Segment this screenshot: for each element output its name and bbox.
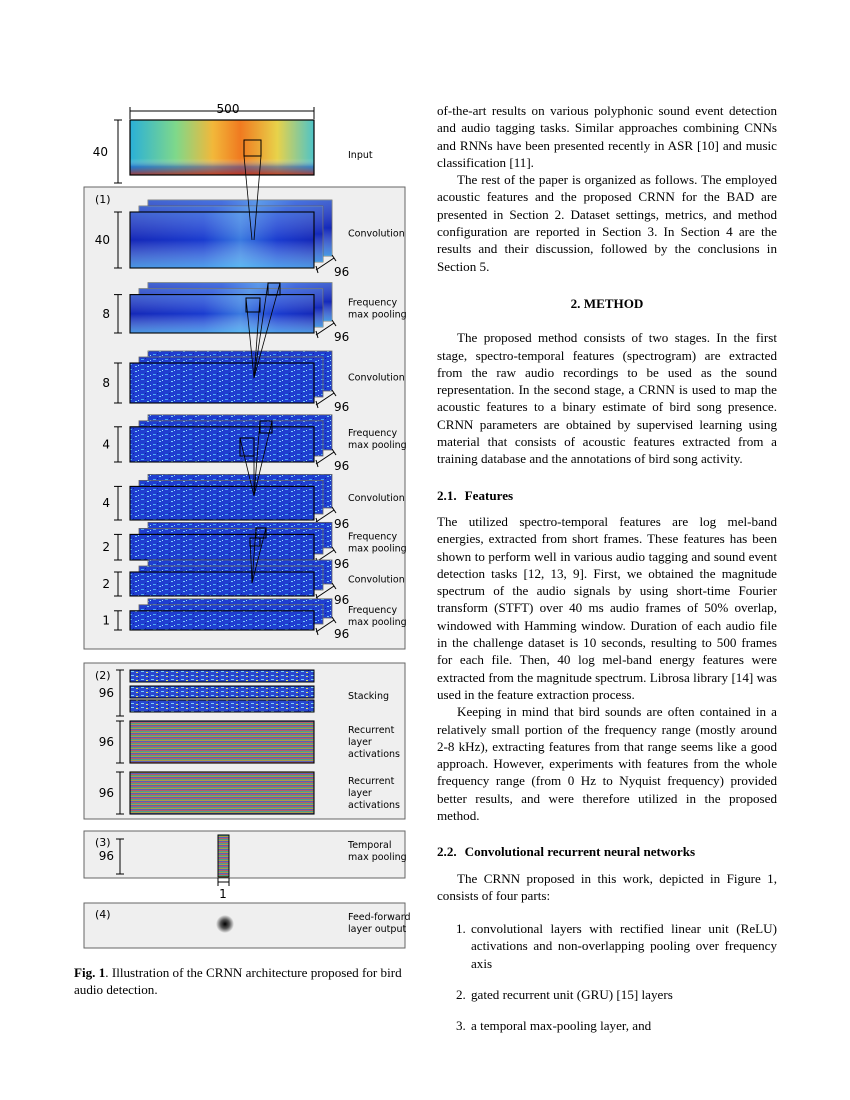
list-item — [437, 986, 777, 1003]
conv-height-label: 4 — [102, 437, 110, 452]
conv-depth-label: 96 — [334, 330, 350, 344]
output-neuron — [216, 915, 234, 933]
recurrent-label: activations — [348, 800, 400, 811]
section-marker-1: (1) — [95, 193, 111, 206]
conv-height-label: 2 — [102, 540, 110, 555]
recurrent-row — [99, 721, 400, 763]
feature-map — [130, 611, 314, 630]
conv-height-label: 8 — [102, 376, 110, 390]
recurrent-label: Stacking — [348, 691, 389, 702]
section-heading-method: 2. METHOD — [570, 295, 644, 311]
conv-depth-label: 96 — [334, 627, 350, 641]
subsection-title-crnn: Convolutional recurrent neural networks — [464, 844, 696, 860]
feature-map-shade — [130, 212, 314, 268]
section-marker-3: (3) — [95, 836, 111, 849]
recurrent-label: layer — [348, 737, 372, 748]
conv-layer-label: Frequency — [348, 297, 398, 309]
right-column — [437, 102, 777, 1035]
list-item-number: 3. — [456, 1018, 466, 1034]
list-item-text: gated recurrent unit (GRU) [15] layers — [471, 987, 673, 1003]
input-height-label: 40 — [92, 145, 108, 159]
list-item-text: convolutional layers with rectified linear unit (ReLU) activations and non-overlapping pooling over frequency axis — [471, 921, 777, 971]
conv-layer-label: Convolution — [348, 228, 405, 240]
feature-map — [130, 534, 314, 560]
crnn-parts-list — [437, 920, 777, 1034]
conv-depth-label: 96 — [334, 459, 350, 473]
conv-height-label: 8 — [102, 306, 110, 321]
recurrent-label: layer — [348, 788, 372, 799]
subsection-heading-features — [437, 487, 777, 504]
conv-height-label: 4 — [102, 496, 110, 511]
input-row — [93, 120, 373, 183]
subsection-number-crnn: 2.2. — [437, 844, 457, 860]
stacked-map — [130, 700, 314, 712]
temporal-label-line-2: max pooling — [348, 852, 407, 863]
recurrent-label: activations — [348, 749, 400, 760]
conv-depth-label: 96 — [334, 517, 350, 531]
output-label-line-2: layer output — [348, 924, 407, 935]
conv-depth-label: 96 — [334, 265, 350, 279]
feature-map — [130, 427, 314, 462]
conv-layer-label: Convolution — [348, 372, 405, 384]
method-paragraph: The proposed method consists of two stages. In the first stage, spectro-temporal features (spectrogram) are extracted from the raw audio recordings to be used as the sound representation. In the second stage, a CRNN is used to map the acoustic features to a binary estimate of bird song presence. CRNN parameters are obtained by supervised learning using material that consists of acoustic features extracted from a training database and the annotations of bird song activity. — [437, 330, 777, 467]
conv-height-label: 2 — [102, 577, 110, 591]
temporal-label-line-1: Temporal — [348, 840, 392, 851]
recurrent-height-label: 96 — [98, 686, 114, 700]
figure-caption — [74, 964, 419, 999]
section-marker-2: (2) — [95, 669, 111, 682]
width-dimension — [130, 102, 314, 119]
conv-height-label: 1 — [102, 613, 110, 628]
list-item-number: 2. — [456, 987, 466, 1003]
conv-layer-label: Convolution — [348, 493, 405, 505]
subsection-heading-crnn — [437, 843, 777, 860]
recurrent-activation-map — [130, 772, 314, 814]
subsection-title-features: Features — [464, 487, 514, 503]
list-item-text: a temporal max-pooling layer, and — [471, 1018, 652, 1034]
caption-text: . Illustration of the CRNN architecture proposed for bird audio detection. — [74, 965, 402, 998]
conv-layer-label: Convolution — [348, 574, 405, 586]
features-paragraph-1: The utilized spectro-temporal features are log mel-band energies, extracted from short frames. These features has been shown to perform well in various audio tagging and sound event detection tasks [12, 13, 9]. First, we obtained the magnitude spectrum of the audio signals by using short-time Fourier transform (STFT) over 40 ms audio frames of 50% overlap, windowed with Hamming window. Duration of each audio file in the challenge dataset is 10 seconds, resulting to 500 frames for each file. Then, 40 log mel-band energy features were extracted from the magnitude spectrum. Librosa library [14] was used in the feature extraction process. — [437, 513, 777, 702]
recurrent-row — [99, 772, 400, 814]
input-label: Input — [348, 150, 373, 161]
intro-paragraph-1: of-the-art results on various polyphonic sound event detection and audio tagging tasks. Similar approaches combining CNNs and RNNs have been presented recently in ASR [10] and music classification [11]. — [437, 103, 777, 170]
stacked-map — [130, 686, 314, 698]
output-label-line-1: Feed-forward — [348, 912, 411, 923]
recurrent-height-label: 96 — [98, 735, 114, 749]
conv-depth-label: 96 — [334, 557, 350, 571]
conv-layer-label: Frequency — [348, 605, 398, 617]
list-item-number: 1. — [456, 921, 466, 937]
crnn-paragraph: The CRNN proposed in this work, depicted in Figure 1, consists of four parts: — [437, 870, 777, 903]
conv-layer-label: Frequency — [348, 428, 398, 440]
recurrent-layers — [99, 670, 400, 814]
conv-height-label: 40 — [94, 233, 110, 247]
recurrent-label: Recurrent — [348, 725, 395, 736]
temporal-width-label: 1 — [219, 887, 227, 901]
recurrent-activation-map — [130, 721, 314, 763]
conv-depth-label: 96 — [334, 593, 350, 607]
stacked-map — [130, 670, 314, 682]
recurrent-label: Recurrent — [348, 776, 395, 787]
recurrent-height-label: 96 — [98, 786, 114, 800]
feature-map — [130, 572, 314, 596]
conv-layer-label: max pooling — [348, 440, 407, 452]
temporal-height-label: 96 — [98, 849, 114, 863]
conv-layer-label: max pooling — [348, 617, 407, 629]
section-marker-4: (4) — [95, 908, 111, 921]
width-label: 500 — [216, 102, 240, 116]
crnn-architecture-figure — [80, 98, 412, 956]
features-paragraph-2: Keeping in mind that bird sounds are often contained in a relatively small portion of the frequency range (mostly around 2-8 kHz), extracting features from that range seems like a good approach. However, experiments with features from the whole frequency range (from 0 Hz to Nyquist frequency) provided better results, and were therefore utilized in the proposed method. — [437, 704, 777, 823]
subsection-number-features: 2.1. — [437, 487, 457, 503]
intro-paragraph-2: The rest of the paper is organized as follows. The employed acoustic features and the proposed CRNN for the BAD are presented in Section 2. Dataset settings, metrics, and method configuration are reported in Section 3. In Section 4 are the results and their discussion, followed by the conclusions in Section 5. — [437, 172, 777, 274]
conv-layer-label: max pooling — [348, 543, 407, 555]
conv-depth-label: 96 — [334, 400, 350, 414]
feature-map — [130, 363, 314, 403]
conv-layer-label: max pooling — [348, 309, 407, 321]
list-item — [437, 1017, 777, 1034]
conv-layer-label: Frequency — [348, 531, 398, 543]
feature-map — [130, 486, 314, 520]
caption-prefix: Fig. 1 — [74, 965, 106, 980]
list-item — [437, 920, 777, 972]
feature-map-shade — [130, 295, 314, 333]
